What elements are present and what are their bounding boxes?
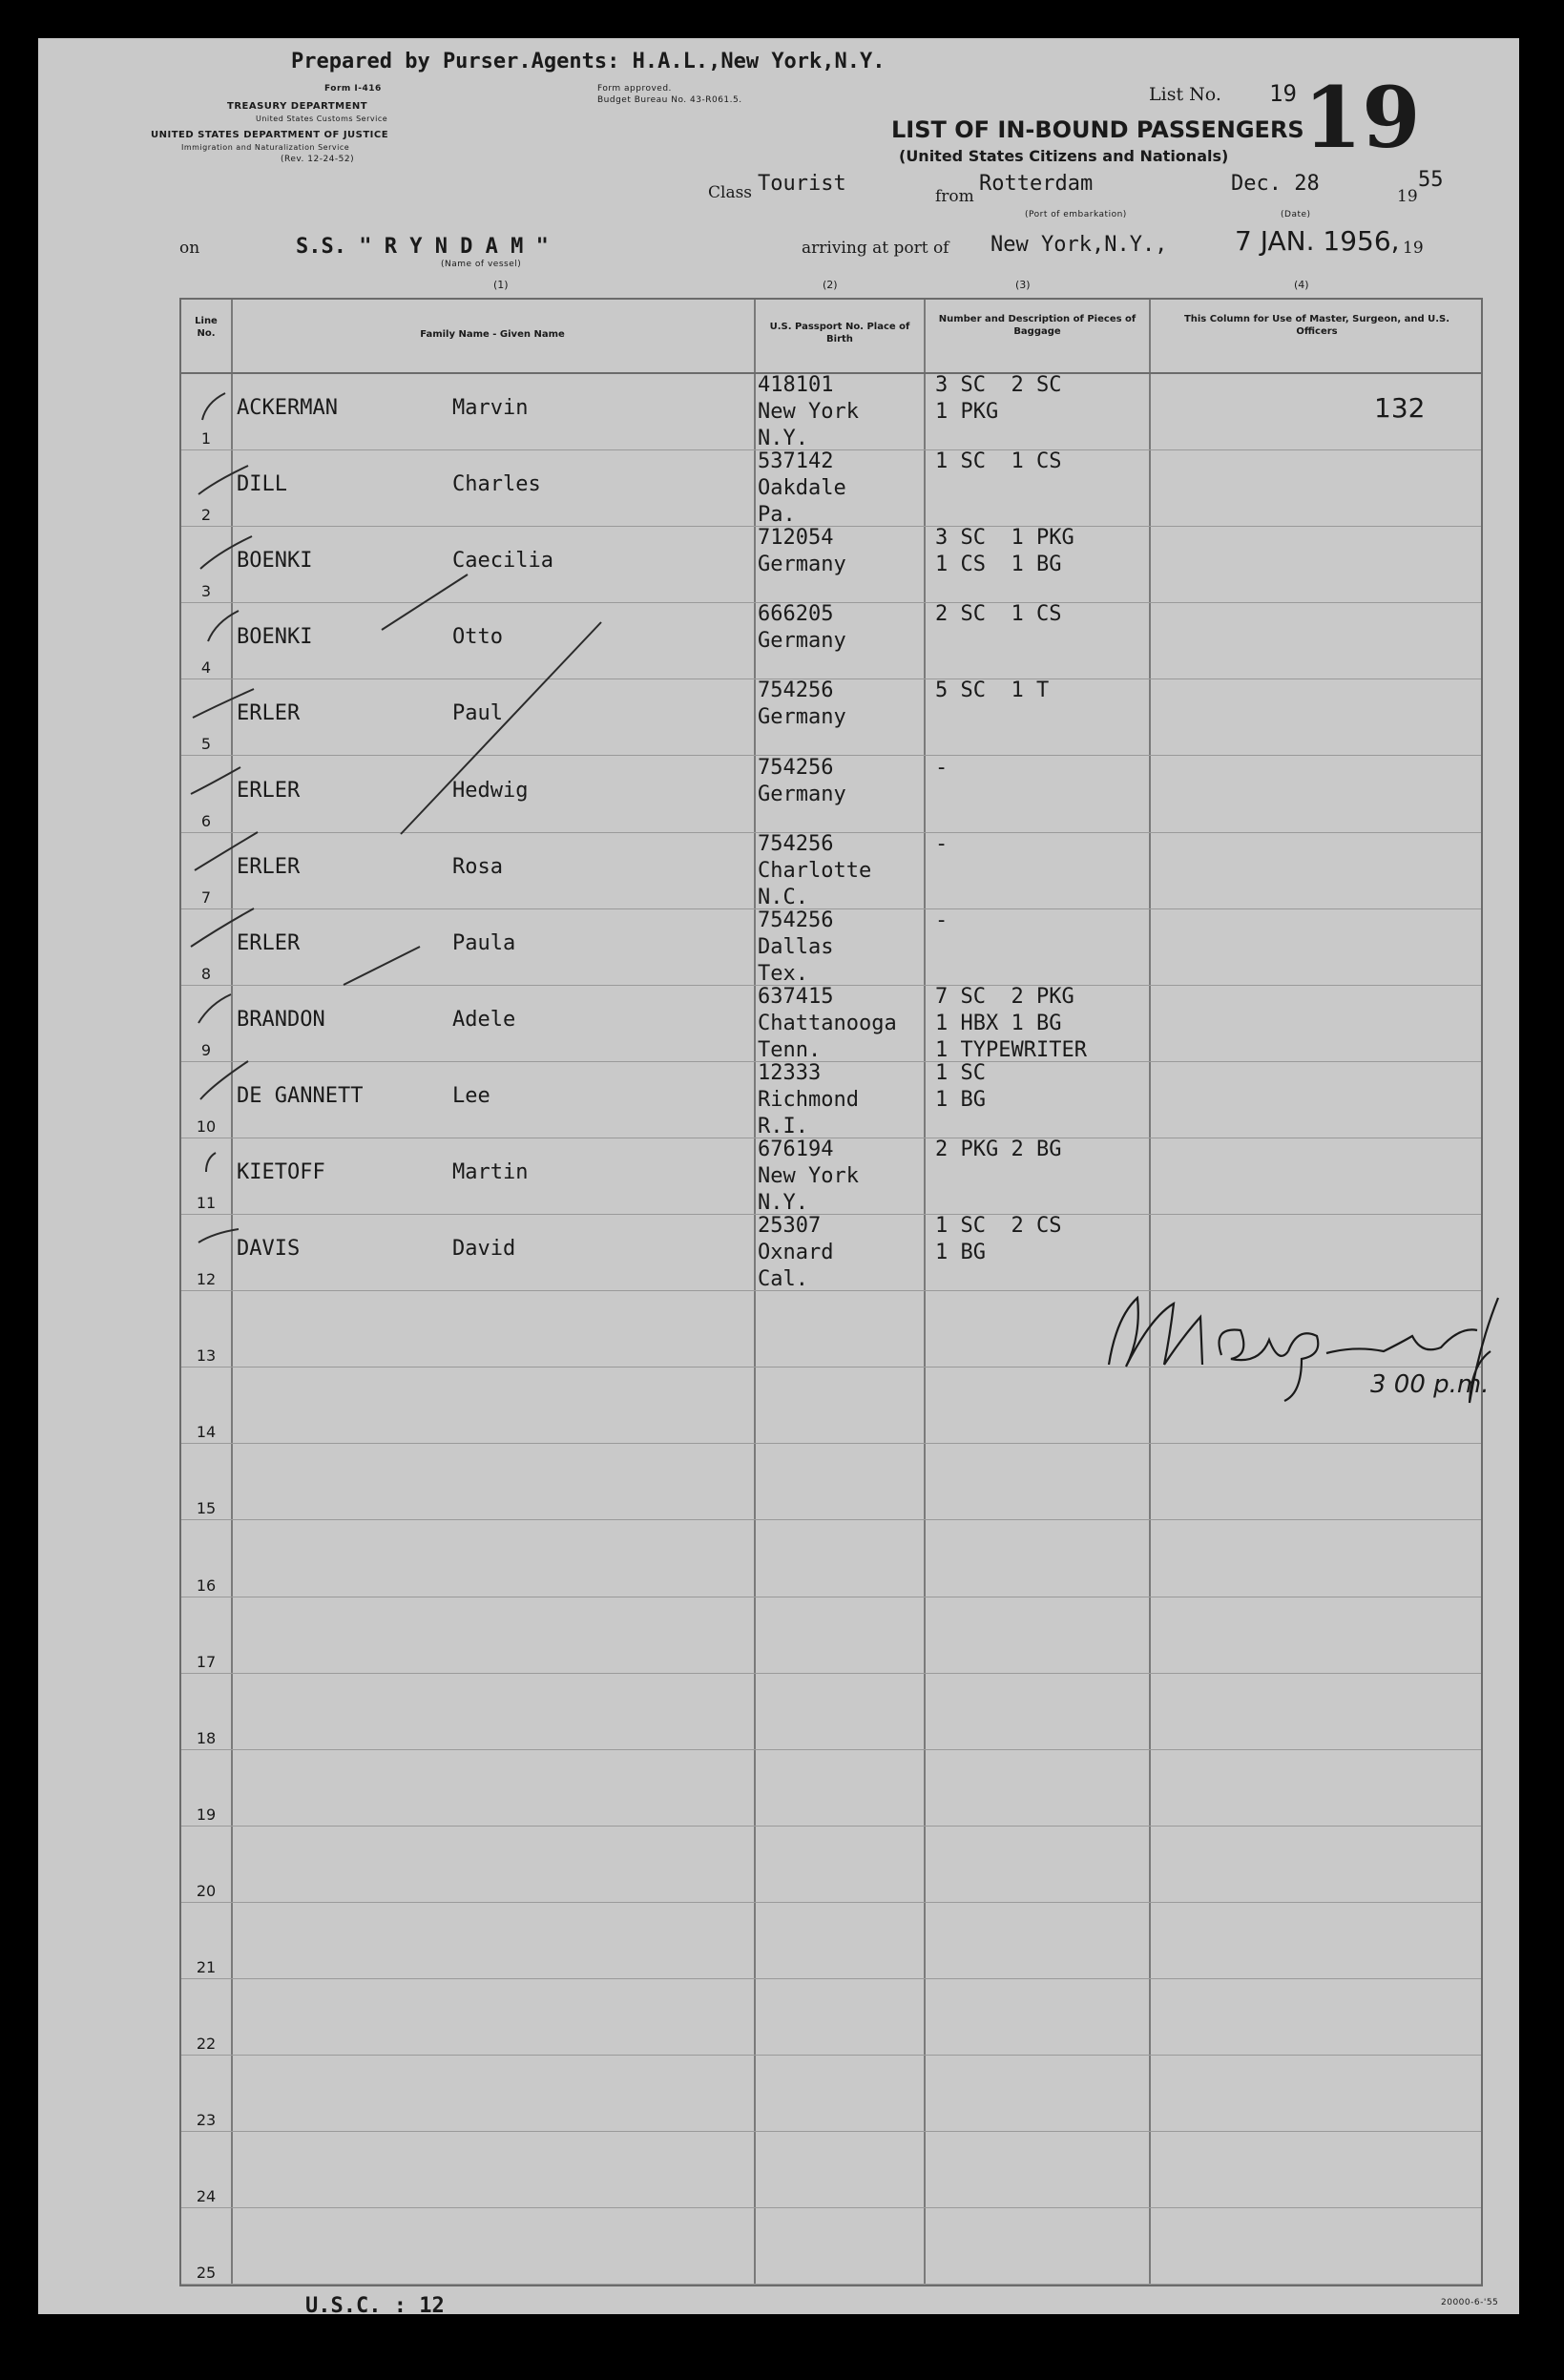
given-name: Martin xyxy=(452,1160,529,1184)
class-label: Class xyxy=(708,183,753,202)
line-number: 22 xyxy=(196,2035,217,2054)
usc-count: U.S.C. : 12 xyxy=(305,2294,445,2318)
family-name: KIETOFF xyxy=(237,1160,325,1184)
list-no-label: List No. xyxy=(1149,84,1221,105)
table-row xyxy=(181,2132,1481,2208)
check-marks xyxy=(181,374,754,1309)
embark-year-prefix: 19 xyxy=(1397,187,1418,206)
justice-department: UNITED STATES DEPARTMENT OF JUSTICE xyxy=(151,130,389,140)
line-number: 10 xyxy=(196,1117,217,1136)
table-row xyxy=(181,1979,1481,2056)
baggage: - xyxy=(935,755,949,780)
header-passport: U.S. Passport No. Place of Birth xyxy=(769,322,910,344)
passport-birthplace: 754256 Dallas Tex. xyxy=(758,908,834,986)
given-name: Rosa xyxy=(452,854,503,879)
line-number: 7 xyxy=(200,887,212,907)
family-name: ERLER xyxy=(237,930,301,955)
line-number: 17 xyxy=(196,1652,217,1671)
budget-bureau: Budget Bureau No. 43-R061.5. xyxy=(597,95,742,105)
line-number: 14 xyxy=(196,1423,217,1442)
header-name: Family Name - Given Name xyxy=(420,329,565,340)
passport-birthplace: 666205 Germany xyxy=(758,602,846,654)
line-number: 19 xyxy=(196,1805,217,1824)
table-row xyxy=(181,1750,1481,1827)
line-number: 13 xyxy=(196,1347,217,1366)
line-number: 4 xyxy=(200,658,212,678)
family-name: BRANDON xyxy=(237,1007,325,1032)
arrival-port: New York,N.Y., xyxy=(991,233,1168,257)
line-number: 12 xyxy=(196,1270,217,1289)
family-name: ACKERMAN xyxy=(237,396,338,420)
passport-birthplace: 754256 Germany xyxy=(758,679,846,730)
line-number: 8 xyxy=(200,964,212,983)
arriving-label: arriving at port of xyxy=(802,239,949,258)
line-number: 16 xyxy=(196,1576,217,1595)
officer-note: 132 xyxy=(1374,392,1426,424)
table-row xyxy=(181,1674,1481,1750)
date-label: (Date) xyxy=(1281,210,1311,219)
baggage: 3 SC 1 PKG 1 CS 1 BG xyxy=(935,526,1074,577)
given-name: Caecilia xyxy=(452,549,553,574)
passport-birthplace: 637415 Chattanooga Tenn. xyxy=(758,984,897,1062)
immigration-service: Immigration and Naturalization Service xyxy=(181,143,350,152)
family-name: BOENKI xyxy=(237,549,313,574)
on-label: on xyxy=(179,239,200,258)
header-line-no: Line No. xyxy=(195,316,218,339)
family-name: ERLER xyxy=(237,701,301,726)
family-name: DE GANNETT xyxy=(237,1083,364,1108)
baggage: 3 SC 2 SC 1 PKG xyxy=(935,373,1062,424)
baggage: - xyxy=(935,908,949,932)
table-row xyxy=(181,2208,1481,2285)
given-name: Adele xyxy=(452,1007,516,1032)
class-value: Tourist xyxy=(758,172,846,196)
vessel-name: S.S. " R Y N D A M " xyxy=(296,235,549,259)
table-row xyxy=(181,1827,1481,1903)
arrival-year-prefix: 19 xyxy=(1403,239,1424,258)
table-row xyxy=(181,2056,1481,2132)
line-number: 6 xyxy=(200,811,212,830)
customs-service: United States Customs Service xyxy=(256,115,388,123)
baggage: 1 SC 1 BG xyxy=(935,1060,986,1112)
line-number: 11 xyxy=(196,1194,217,1212)
list-no-stamp: 19 xyxy=(1303,68,1421,167)
form-approved: Form approved. xyxy=(597,84,672,94)
column-number-4: (4) xyxy=(1294,279,1309,291)
line-number: 3 xyxy=(200,582,212,601)
given-name: Paul xyxy=(452,701,503,726)
line-number: 1 xyxy=(200,429,212,448)
baggage: 7 SC 2 PKG 1 HBX 1 BG 1 TYPEWRITER xyxy=(935,984,1087,1062)
signature-time: 3 00 p.m. xyxy=(1370,1370,1490,1399)
line-number: 15 xyxy=(196,1499,217,1518)
header-baggage: Number and Description of Pieces of Baggage xyxy=(938,314,1137,337)
passport-birthplace: 676194 New York N.Y. xyxy=(758,1138,859,1215)
given-name: Marvin xyxy=(452,396,529,420)
line-number: 25 xyxy=(196,2264,217,2283)
from-label: from xyxy=(935,187,974,206)
line-number: 5 xyxy=(200,735,212,754)
table-row xyxy=(181,1444,1481,1520)
arrival-date: 7 JAN. 1956, xyxy=(1235,225,1400,257)
print-code: 20000-6-'55 xyxy=(1441,2298,1499,2307)
family-name: BOENKI xyxy=(237,625,313,650)
form-number: Form I-416 xyxy=(324,84,382,94)
passport-birthplace: 712054 Germany xyxy=(758,526,846,577)
line-number: 23 xyxy=(196,2111,217,2130)
line-number: 9 xyxy=(200,1040,212,1059)
passport-birthplace: 754256 Germany xyxy=(758,755,846,806)
from-value: Rotterdam xyxy=(979,172,1094,196)
passport-birthplace: 12333 Richmond R.I. xyxy=(758,1060,859,1138)
vessel-label: (Name of vessel) xyxy=(441,260,522,269)
family-name: DILL xyxy=(237,472,287,497)
revision-date: (Rev. 12-24-52) xyxy=(281,155,355,164)
line-number: 24 xyxy=(196,2187,217,2206)
passport-birthplace: 25307 Oxnard Cal. xyxy=(758,1214,834,1292)
family-name: ERLER xyxy=(237,854,301,879)
officer-signature xyxy=(1097,1260,1546,1451)
line-number: 21 xyxy=(196,1958,217,1976)
embark-year-suffix: 55 xyxy=(1418,168,1444,192)
passport-birthplace: 418101 New York N.Y. xyxy=(758,373,859,450)
embark-date: Dec. 28 xyxy=(1231,172,1320,196)
baggage: 2 PKG 2 BG xyxy=(935,1138,1062,1161)
baggage: 5 SC 1 T xyxy=(935,679,1050,703)
column-number-2: (2) xyxy=(823,279,838,291)
line-number: 2 xyxy=(200,506,212,525)
baggage: 2 SC 1 CS xyxy=(935,602,1062,627)
table-row xyxy=(181,1903,1481,1979)
table-row xyxy=(181,1597,1481,1674)
prepared-by-line: Prepared by Purser.Agents: H.A.L.,New York,N.Y. xyxy=(291,50,886,73)
form-subtitle: (United States Citizens and Nationals) xyxy=(899,147,1229,165)
passenger-list-sheet xyxy=(38,38,1519,2318)
baggage: - xyxy=(935,831,949,856)
header-officers: This Column for Use of Master, Surgeon, and U.S. Officers xyxy=(1183,314,1450,337)
line-number: 18 xyxy=(196,1728,217,1747)
baggage: 1 SC 2 CS 1 BG xyxy=(935,1214,1062,1265)
table-row xyxy=(181,1521,1481,1597)
passport-birthplace: 537142 Oakdale Pa. xyxy=(758,449,846,528)
treasury-department: TREASURY DEPARTMENT xyxy=(227,101,368,112)
family-name: ERLER xyxy=(237,778,301,803)
column-number-3: (3) xyxy=(1015,279,1031,291)
baggage: 1 SC 1 CS xyxy=(935,449,1062,474)
list-no-typed: 19 xyxy=(1269,80,1297,107)
form-title: LIST OF IN-BOUND PASSENGERS xyxy=(891,116,1304,143)
given-name: David xyxy=(452,1237,516,1262)
family-name: DAVIS xyxy=(237,1237,301,1262)
given-name: Otto xyxy=(452,625,503,650)
given-name: Hedwig xyxy=(452,778,529,803)
given-name: Lee xyxy=(452,1083,490,1108)
column-number-1: (1) xyxy=(493,279,509,291)
given-name: Charles xyxy=(452,472,541,497)
port-embarkation-label: (Port of embarkation) xyxy=(1025,210,1127,219)
given-name: Paula xyxy=(452,930,516,955)
line-number: 20 xyxy=(196,1881,217,1900)
passport-birthplace: 754256 Charlotte N.C. xyxy=(758,831,872,909)
